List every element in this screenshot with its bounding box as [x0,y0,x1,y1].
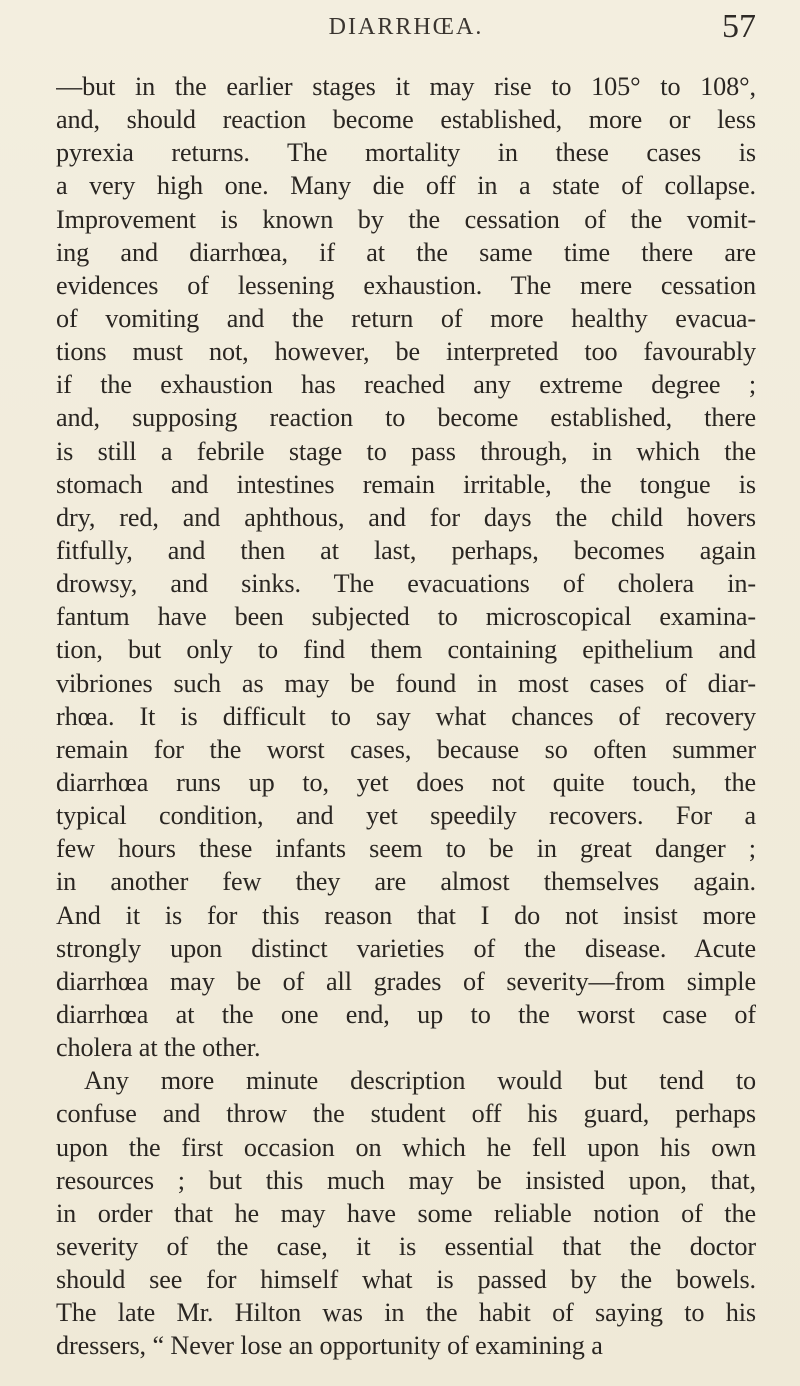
text-line: remain for the worst cases, because so often summer [56,734,756,764]
text-line: upon the first occasion on which he fell upon his own [56,1132,756,1162]
text-line: diarrhœa may be of all grades of severity—from simple [56,966,756,996]
text-line: a very high one. Many die off in a state of collapse. [56,171,756,201]
text-line: cholera at the other. [56,1033,261,1063]
text-line: Any more minute description would but tend to [84,1066,756,1096]
text-line: fantum have been subjected to microscopical examina- [56,602,756,632]
paragraph [56,70,756,1064]
text-line: ing and diarrhœa, if at the same time there are [56,237,756,267]
text-line: diarrhœa runs up to, yet does not quite touch, the [56,767,756,797]
page-header [56,8,756,58]
text-line: few hours these infants seem to be in great danger ; [56,834,756,864]
text-line: if the exhaustion has reached any extreme degree ; [56,370,756,400]
text-line: dressers, “ Never lose an opportunity of examining a [56,1331,603,1361]
text-line: drowsy, and sinks. The evacuations of cholera in- [56,569,756,599]
text-line: tions must not, however, be interpreted too favourably [56,337,756,367]
text-line: tion, but only to find them containing epithelium and [56,635,756,665]
text-line: should see for himself what is passed by the bowels. [56,1265,756,1295]
text-line: stomach and intestines remain irritable, the tongue is [56,469,756,499]
text-line: evidences of lessening exhaustion. The mere cessation [56,270,756,300]
text-line: diarrhœa at the one end, up to the worst case of [56,999,756,1029]
text-line: The late Mr. Hilton was in the habit of saying to his [56,1298,756,1328]
text-line: and, supposing reaction to become established, there [56,403,756,433]
text-line: pyrexia returns. The mortality in these cases is [56,138,756,168]
text-line: rhœa. It is difficult to say what chances of recovery [56,701,756,731]
text-line: in another few they are almost themselves again. [56,867,756,897]
body-text [56,70,756,1362]
text-line: dry, red, and aphthous, and for days the child hovers [56,502,756,532]
text-line: vibriones such as may be found in most cases of diar- [56,668,756,698]
text-line: and, should reaction become established, more or less [56,105,756,135]
text-line: confuse and throw the student off his guard, perhaps [56,1099,756,1129]
text-line: Improvement is known by the cessation of the vomit- [56,204,756,234]
text-line: strongly upon distinct varieties of the disease. Acute [56,933,756,963]
running-head: DIARRHŒA. [328,14,484,40]
text-line: —but in the earlier stages it may rise to 105° to 108°, [56,72,756,101]
text-line: resources ; but this much may be insisted upon, that, [56,1165,756,1195]
text-line: severity of the case, it is essential that the doctor [56,1231,756,1261]
text-line: of vomiting and the return of more healthy evacua- [56,303,756,333]
paragraph [56,1064,756,1362]
text-line: in order that he may have some reliable notion of the [56,1198,756,1228]
text-line: typical condition, and yet speedily recovers. For a [56,801,756,831]
page-number: 57 [722,8,756,45]
text-line: And it is for this reason that I do not insist more [56,900,756,930]
text-line: fitfully, and then at last, perhaps, becomes again [56,535,756,565]
text-line: is still a febrile stage to pass through, in which the [56,436,756,466]
